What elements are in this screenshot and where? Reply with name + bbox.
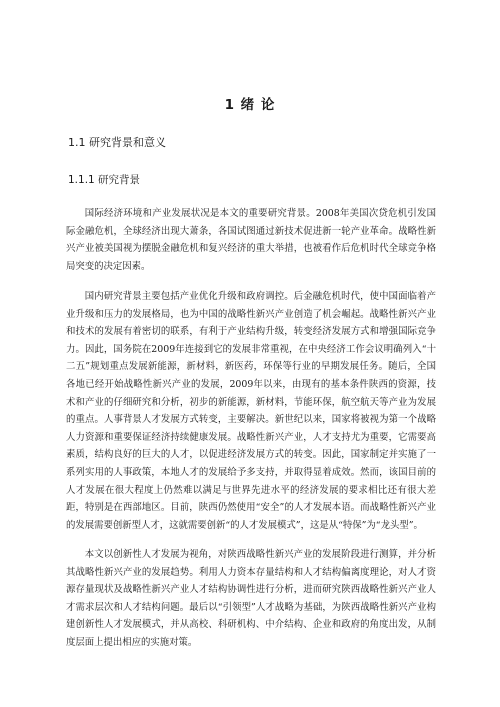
- section-title: 1.1 研究背景和意义: [68, 136, 166, 149]
- subsection-title: 1.1.1 研究背景: [68, 174, 141, 186]
- chapter-title: 1 绪 论: [224, 97, 276, 113]
- body-paragraph: 国际经济环境和产业发展状况是本文的重要研究背景。2008年美国次贷危机引发国际金融危机，全球经济出现大萧条，各国试图通过新技术促进新一轮产业革命。战略性新兴产业被美国视为摆脱金融危机和复兴经济的重大举措，也被看作后危机时代全球竞争格局突变的决定因素。: [66, 208, 436, 272]
- body-paragraph: 国内研究背景主要包括产业优化升级和政府调控。后金融危机时代，使中国面临着产业升级和压力的发展格局，也为中国的战略性新兴产业创造了机会崛起。战略性新兴产业和技术的发展有着密切的联系，有利于产业结构升级，转变经济发展方式和增强国际竞争力。因此，国务院在2009年连接到它的发展非常重视，在中央经济工作会议明确列入“十二五”规划重点发展新能源，新材料，新医药，环保等行业的早期发展任务。随后，全国各地已经开始战略性新兴产业的发展，2009年以来，由现有的基本条件陕西的资源，技术和产业的仔细研究和分析，初步的新能源，新材料，节能环保，航空航天等产业为发展的重点。人事背景人才发展方式转变，主要解决。新世纪以来，国家将被视为第一个战略人力资源和重要保证经济持续健康发展。战略性新兴产业，人才支持尤为重要，它需要高素质，结构良好的巨大的人才，以促进经济发展方式的转变。因此，国家制定并实施了一系列实用的人事政策，本地人才的发展给予多支持，并取得显着成效。然而，该国目前的人才发展在很大程度上仍然难以满足与世界先进水平的经济发展的要求相比还有很大差距，特别是在西部地区。目前，陕西仍然使用“安全”的人才发展本语。而战略性新兴产业的发展需要创新型人才，这就需要创新“的人才发展模式”，这是从“特保”为“龙头型”。: [66, 291, 436, 531]
- body-paragraph: 本文以创新性人才发展为视角，对陕西战略性新兴产业的发展阶段进行测算，并分析其战略性新兴产业的发展趋势。利用人力资本存量结构和人才结构偏离度理论，对人才资源存量现状及战略性新兴产业人才结构协调性进行分析，进而研究陕西战略性新兴产业人才需求层次和人才结构问题。最后以“引领型”人才战略为基础，为陕西战略性新兴产业构建创新性人才发展模式，并从高校、科研机构、中介结构、企业和政府的角度出发，从制度层面上提出相应的实施对策。: [66, 549, 436, 648]
